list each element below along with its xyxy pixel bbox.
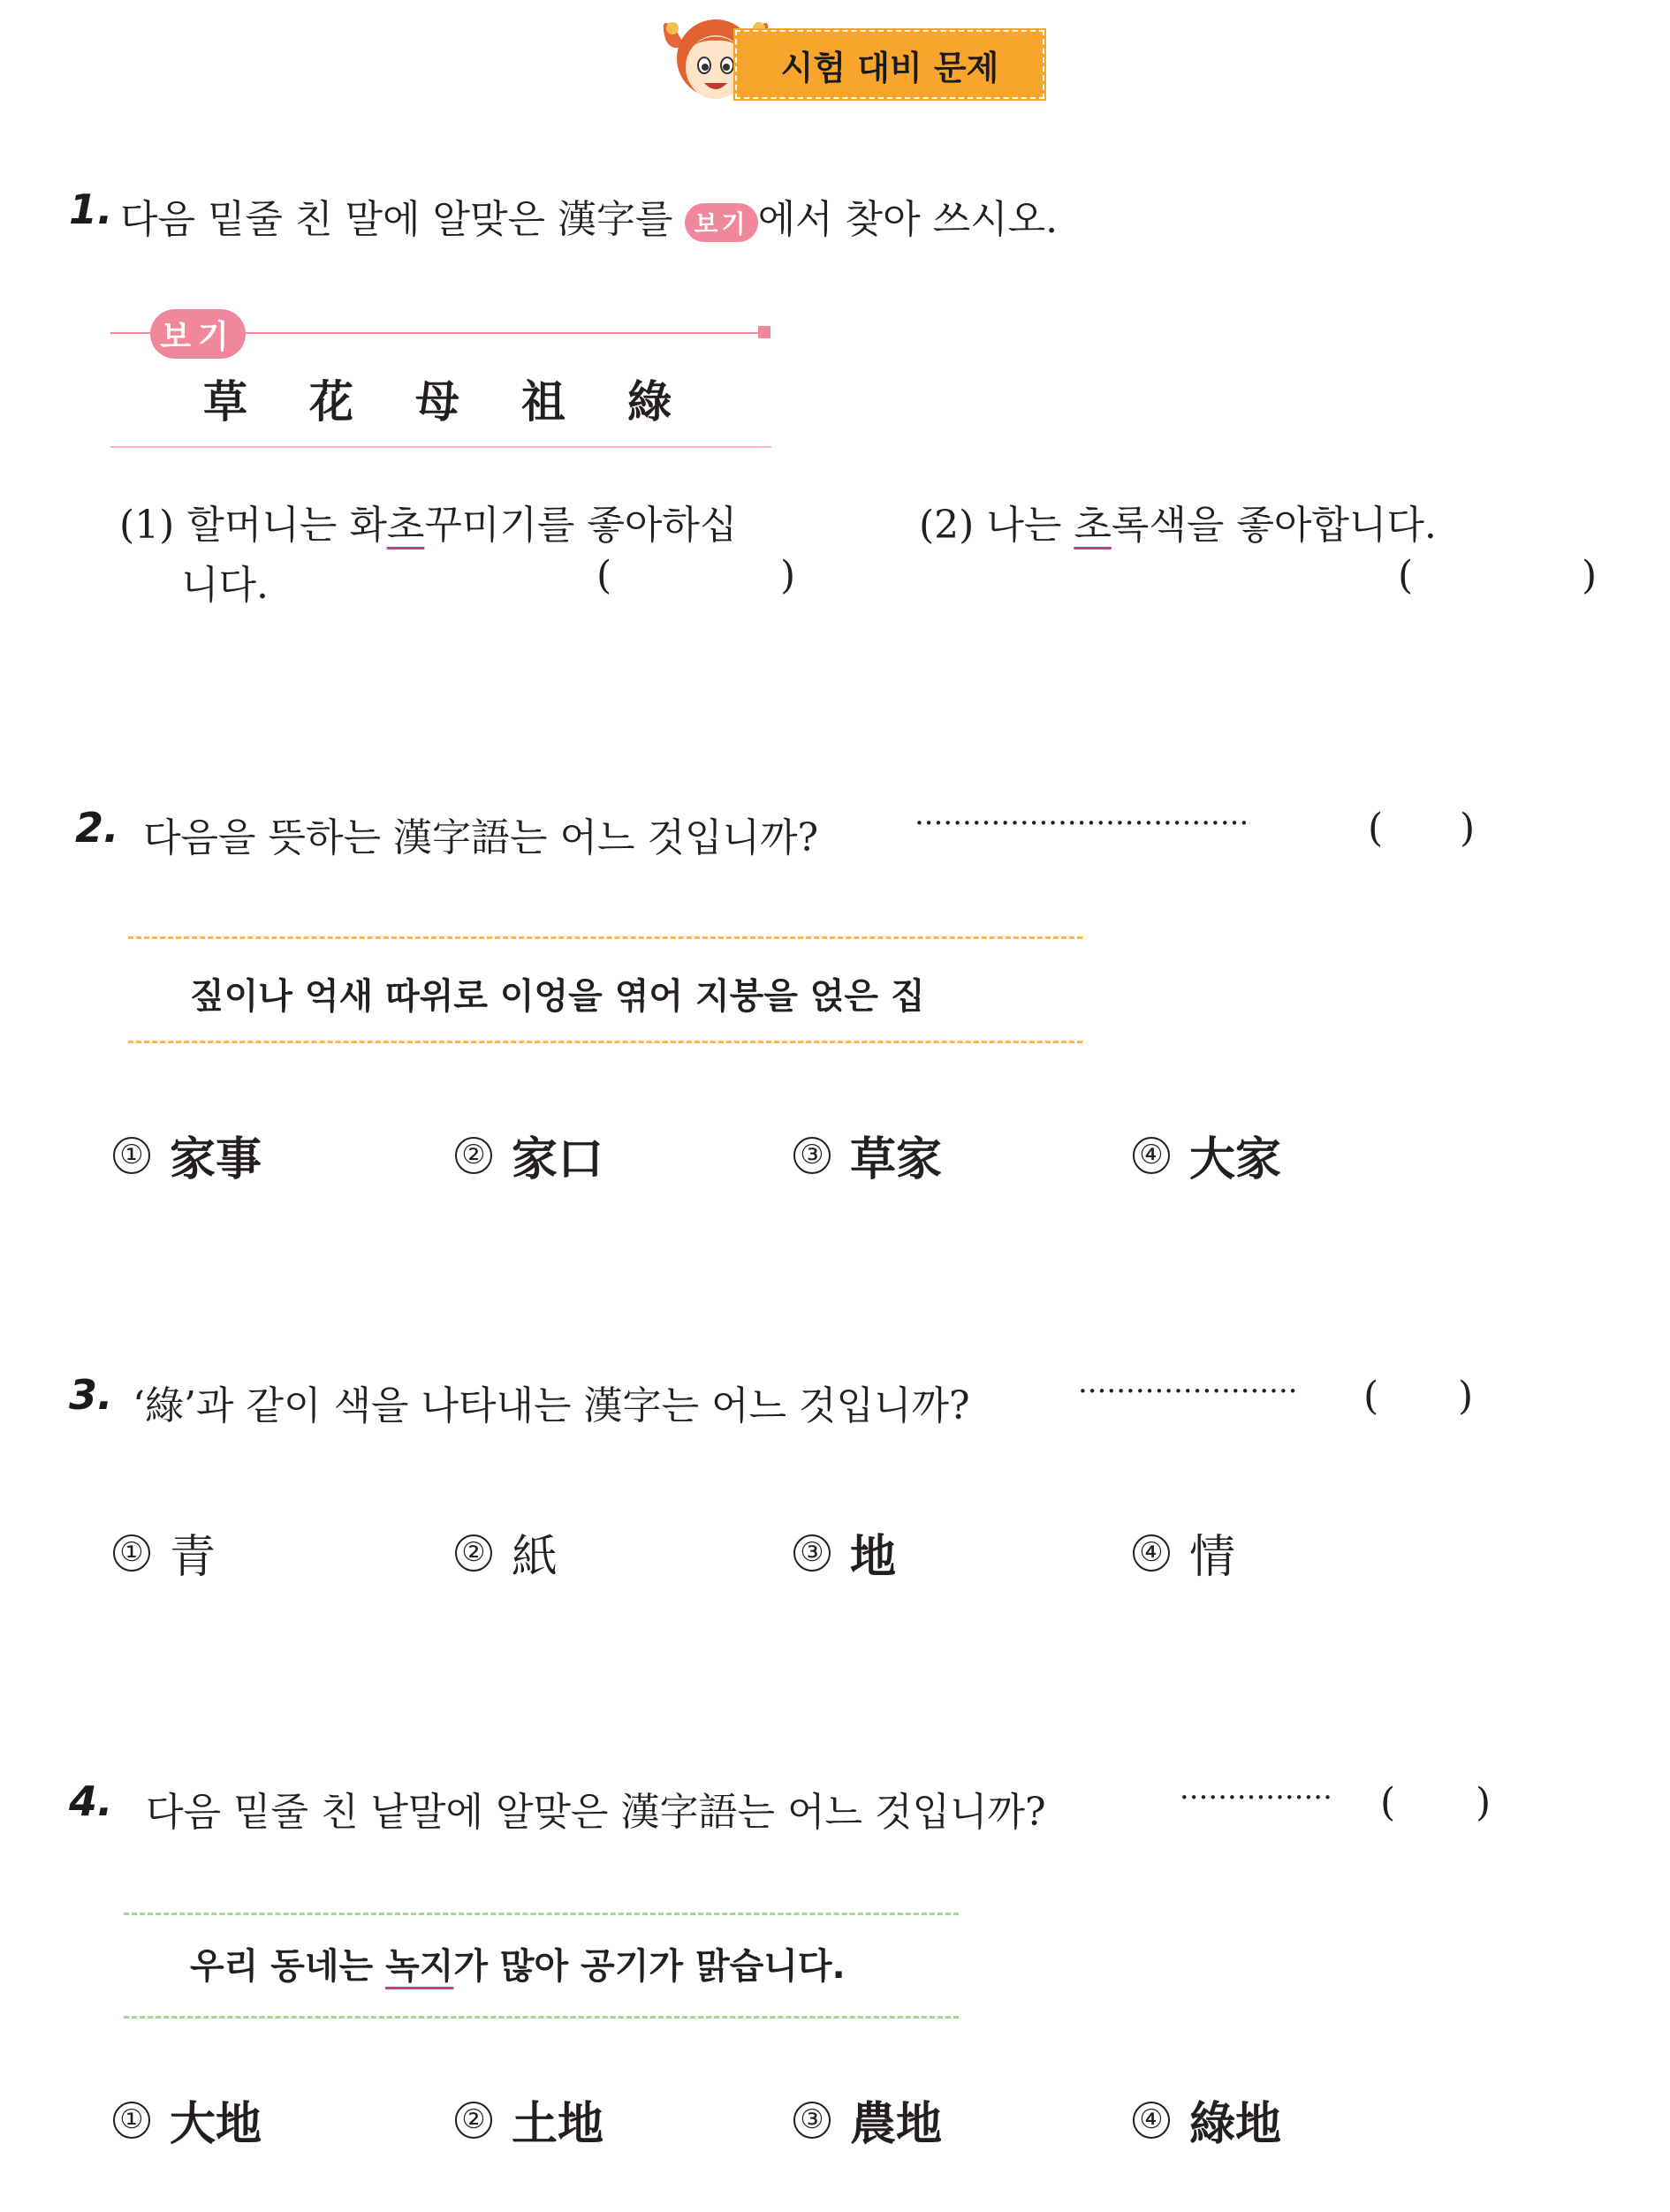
q3-option-2[interactable] [455,1519,558,1586]
bogi-label: 보기 [150,309,246,359]
q4-box-top-border [124,1913,959,1915]
q4-answer-blank[interactable] [1396,1780,1470,1829]
q2-box-top-border [128,936,1082,939]
q1-sub2-underlined: 초 [1074,503,1112,548]
q2-prompt: 다음을 뜻하는 漢字語는 어느 것입니까? [143,815,819,860]
q4-sentence-post: 가 많아 공기가 맑습니다. [453,1946,846,1987]
option-text: 地 [850,1530,897,1584]
q1-number: 1. [69,186,113,233]
option-text: 家事 [170,1133,262,1186]
bogi-bottom-line [110,446,771,448]
option-number: ④ [1133,1137,1170,1174]
q2-answer-blank[interactable] [1384,806,1454,855]
q1-sub2-number: (2) [919,503,975,548]
q1-sub2-paren-close: ) [1582,553,1598,598]
q1-sub1-pre: 할머니는 화 [186,503,387,548]
option-number: ④ [1133,1534,1170,1572]
q4-option-3[interactable] [793,2087,942,2153]
exam-prep-title-badge [735,30,1044,99]
q1-sub2-answer-blank[interactable] [1414,553,1578,602]
q3-answer-blank[interactable] [1380,1374,1453,1423]
q2-definition-text: 짚이나 억새 따위로 이엉을 엮어 지붕을 얹은 집 [190,976,925,1017]
q2-paren-close: ) [1460,806,1476,851]
q3-option-3[interactable] [793,1519,896,1586]
q2-option-3[interactable] [793,1122,942,1188]
option-number: ② [455,1137,492,1174]
option-text: 農地 [850,2097,943,2151]
bogi-char: 母 [415,375,459,428]
option-number: ① [113,1534,150,1572]
q1-sub2-post: 록색을 좋아합니다. [1111,503,1437,548]
q1-sub2-pre: 나는 [986,503,1074,548]
option-text: 綠地 [1189,2097,1282,2151]
q3-number: 3. [69,1371,113,1419]
option-text: 家口 [512,1133,604,1186]
q4-sentence-pre: 우리 동네는 [190,1946,386,1987]
q4-prompt: 다음 밑줄 친 낱말에 알맞은 漢字語는 어느 것입니까? [146,1790,1046,1835]
q1-bogi-pill: 보기 [685,203,757,242]
q2-paren-open: ( [1368,806,1384,851]
option-number: ③ [793,1137,831,1174]
q4-paren-close: ) [1476,1780,1492,1825]
bogi-char: 花 [309,375,353,428]
option-number: ② [455,1534,492,1572]
option-text: 青 [170,1531,216,1584]
q1-sub1-line2: 니다. [181,563,269,608]
bogi-char: 草 [203,375,247,428]
bogi-char-list [203,367,672,430]
q4-dot-leader: ················ [1180,1780,1332,1815]
q1-prompt-after: 에서 찾아 쓰시오. [757,197,1059,242]
q2-box-bottom-border [128,1041,1082,1043]
q3-dot-leader: ······················· [1078,1374,1298,1409]
q2-option-2[interactable] [455,1122,603,1188]
q1-prompt-before: 다음 밑줄 친 말에 알맞은 漢字를 [120,197,686,242]
bogi-char: 綠 [627,375,672,428]
option-number: ④ [1133,2102,1170,2139]
q3-prompt: ‘綠’과 같이 색을 나타내는 漢字는 어느 것입니까? [133,1383,970,1428]
q4-option-2[interactable] [455,2087,603,2153]
q1-prompt [120,187,1058,244]
q3-paren-open: ( [1363,1374,1379,1419]
option-number: ③ [793,2102,831,2139]
q1-sub1-number: (1) [119,503,175,548]
option-text: 紙 [512,1531,558,1584]
option-text: 土地 [512,2097,604,2151]
q1-sub2-paren-open: ( [1398,553,1414,598]
q1-sub1-line1 [119,493,737,549]
q4-sentence [190,1938,846,1989]
option-text: 大家 [1189,1133,1282,1186]
q4-option-1[interactable] [113,2087,262,2153]
q2-dot-leader: ··································· [915,806,1249,841]
option-text: 情 [1189,1531,1236,1584]
q1-sub2-line [919,493,1437,549]
option-number: ③ [793,1534,831,1572]
q4-number: 4. [69,1777,113,1825]
q3-option-1[interactable] [113,1519,216,1586]
bogi-char: 祖 [521,375,566,428]
option-number: ② [455,2102,492,2139]
q1-sub1-paren-close: ) [780,553,796,598]
q2-option-1[interactable] [113,1122,262,1188]
header-title: 시험 대비 문제 [780,48,999,87]
option-number: ① [113,1137,150,1174]
q1-sub1-post: 꾸미기를 좋아하십 [424,503,738,548]
q2-number: 2. [75,804,119,852]
option-text: 草家 [850,1133,943,1186]
bogi-line-end-marker [758,326,770,338]
option-number: ① [113,2102,150,2139]
q1-sub1-paren-open: ( [596,553,612,598]
q4-paren-open: ( [1380,1780,1396,1825]
q4-sentence-underlined: 녹지 [385,1946,454,1987]
q3-paren-close: ) [1458,1374,1474,1419]
q4-box-bottom-border [124,2016,959,2019]
q1-sub1-answer-blank[interactable] [610,553,778,602]
option-text: 大地 [170,2097,262,2151]
q4-option-4[interactable] [1133,2087,1281,2153]
q3-option-4[interactable] [1133,1519,1235,1586]
q2-option-4[interactable] [1133,1122,1281,1188]
q1-sub1-underlined: 초 [386,503,425,548]
